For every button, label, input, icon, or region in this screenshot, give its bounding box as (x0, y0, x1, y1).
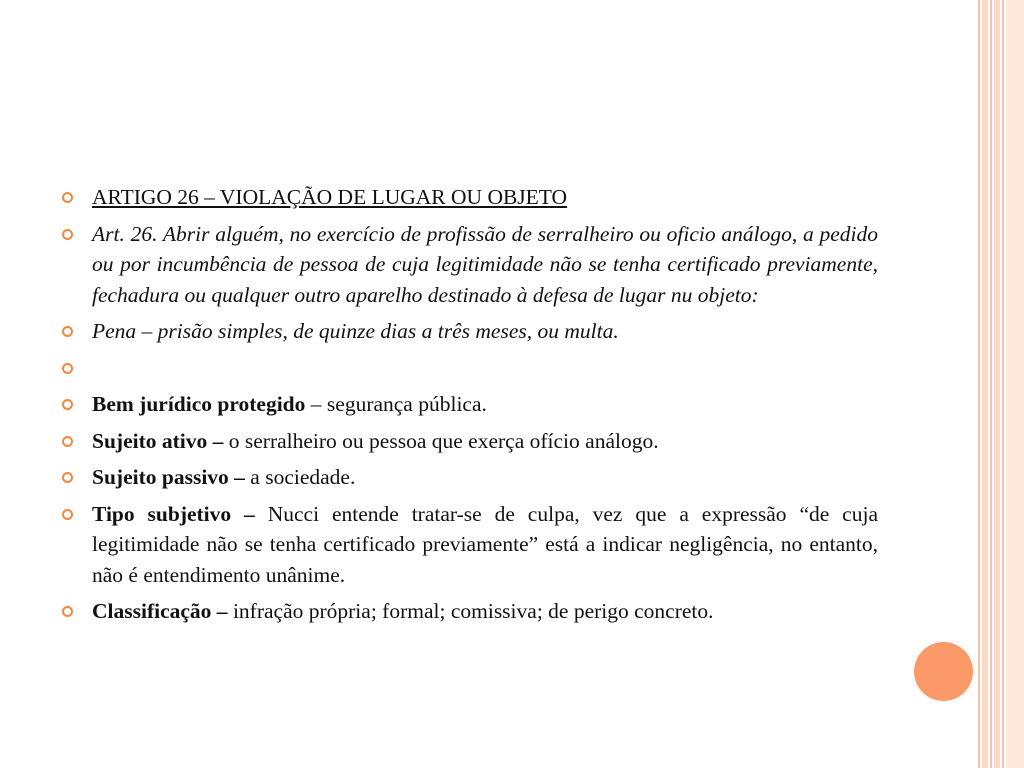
bullet-item-penalty (62, 316, 878, 347)
slide-content (62, 182, 878, 633)
term-definition: a sociedade. (244, 465, 356, 489)
bullet-item-legal-good (62, 389, 878, 420)
term-label: Bem jurídico protegido (92, 392, 306, 416)
bullet-icon (62, 229, 73, 240)
term-definition: – segurança pública. (305, 392, 487, 416)
bullet-icon (62, 399, 73, 410)
term-label: Sujeito ativo – (92, 428, 224, 453)
term-definition: Nucci entende tratar-se de culpa, vez que a expressão “de cuja legitimidade não se tenha certificado previamente” está a indicar negligência, no entanto, não é entendimento unânime. (92, 501, 878, 587)
bullet-item-subjective-type (62, 499, 878, 591)
term-label: Sujeito passivo – (92, 465, 245, 489)
decor-stripe (1006, 0, 1024, 768)
penalty-text: Pena – prisão simples, de quinze dias a três meses, ou multa. (92, 319, 619, 343)
decor-stripe (982, 0, 988, 768)
bullet-icon (62, 472, 73, 483)
bullet-icon (62, 192, 73, 203)
term-definition: infração própria; formal; comissiva; de perigo concreto. (227, 599, 714, 623)
bullet-item-active-subject (62, 426, 878, 457)
bullet-item-article-text (62, 219, 878, 311)
term-definition: o serralheiro ou pessoa que exerça ofício análogo. (223, 428, 659, 453)
term-label: Classificação – (92, 599, 228, 623)
article-title: ARTIGO 26 – VIOLAÇÃO DE LUGAR OU OBJETO (92, 185, 568, 209)
bullet-icon (62, 436, 73, 447)
decor-stripe (994, 0, 1000, 768)
bullet-item-empty (62, 353, 878, 384)
decor-stripe (978, 0, 980, 768)
bullet-item-classification (62, 596, 878, 627)
decor-circle (912, 640, 975, 703)
bullet-icon (62, 606, 73, 617)
decor-stripe (990, 0, 992, 768)
bullet-icon (62, 363, 73, 374)
decor-stripe (1002, 0, 1004, 768)
bullet-item-passive-subject (62, 462, 878, 493)
bullet-icon (62, 509, 73, 520)
bullet-icon (62, 326, 73, 337)
bullet-item-title (62, 182, 878, 213)
term-label: Tipo subjetivo – (92, 501, 255, 526)
article-text: Art. 26. Abrir alguém, no exercício de profissão de serralheiro ou oficio análogo, a pedido ou por incumbência de pessoa de cuja legitimidade não se tenha certificado previamente, fechadura ou qualquer outro aparelho destinado à defesa de lugar nu objeto: (92, 221, 878, 307)
